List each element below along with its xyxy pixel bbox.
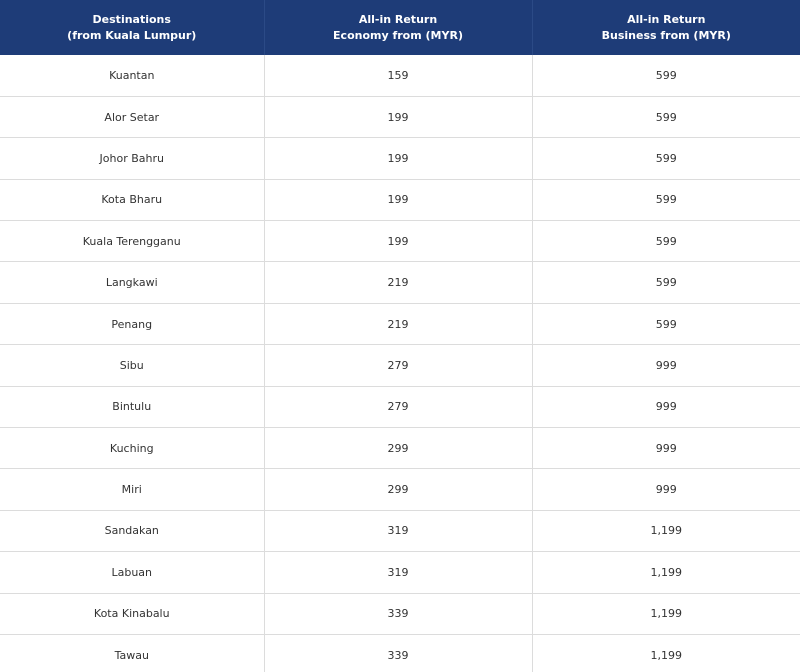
table-row	[0, 96, 800, 137]
economy-price-cell: 199	[264, 221, 532, 262]
destination-cell: Bintulu	[0, 386, 264, 427]
header-destinations-line2: (from Kuala Lumpur)	[67, 28, 197, 42]
destination-cell: Miri	[0, 469, 264, 510]
table-row	[0, 179, 800, 220]
economy-price-cell: 299	[264, 428, 532, 469]
table-row	[0, 552, 800, 593]
table-row	[0, 303, 800, 344]
table-row	[0, 634, 800, 672]
table-row	[0, 262, 800, 303]
economy-price-cell: 319	[264, 552, 532, 593]
business-price-cell: 599	[532, 262, 800, 303]
destination-cell: Sandakan	[0, 510, 264, 551]
table-row	[0, 345, 800, 386]
economy-price-cell: 199	[264, 138, 532, 179]
business-price-cell: 999	[532, 386, 800, 427]
economy-price-cell: 219	[264, 262, 532, 303]
destination-cell: Kuching	[0, 428, 264, 469]
business-price-cell: 599	[532, 221, 800, 262]
economy-price-cell: 279	[264, 345, 532, 386]
header-destinations	[0, 0, 264, 55]
header-row	[0, 0, 800, 55]
destination-cell: Langkawi	[0, 262, 264, 303]
economy-price-cell: 339	[264, 593, 532, 634]
table-row	[0, 138, 800, 179]
economy-price-cell: 159	[264, 55, 532, 96]
header-economy-line2: Economy from (MYR)	[333, 28, 463, 42]
business-price-cell: 1,199	[532, 634, 800, 672]
business-price-cell: 599	[532, 96, 800, 137]
destination-cell: Kota Bharu	[0, 179, 264, 220]
destination-cell: Tawau	[0, 634, 264, 672]
destination-cell: Kuala Terengganu	[0, 221, 264, 262]
business-price-cell: 1,199	[532, 593, 800, 634]
table-body	[0, 55, 800, 672]
economy-price-cell: 199	[264, 96, 532, 137]
table-row	[0, 510, 800, 551]
economy-price-cell: 279	[264, 386, 532, 427]
business-price-cell: 1,199	[532, 552, 800, 593]
business-price-cell: 999	[532, 428, 800, 469]
header-business-line1: All-in Return	[627, 12, 706, 26]
header-business	[532, 0, 800, 55]
business-price-cell: 999	[532, 345, 800, 386]
business-price-cell: 599	[532, 55, 800, 96]
destination-cell: Labuan	[0, 552, 264, 593]
header-economy	[264, 0, 532, 55]
business-price-cell: 1,199	[532, 510, 800, 551]
destination-cell: Kota Kinabalu	[0, 593, 264, 634]
table-row	[0, 386, 800, 427]
destination-cell: Alor Setar	[0, 96, 264, 137]
business-price-cell: 599	[532, 179, 800, 220]
business-price-cell: 599	[532, 303, 800, 344]
destination-cell: Kuantan	[0, 55, 264, 96]
economy-price-cell: 219	[264, 303, 532, 344]
header-business-line2: Business from (MYR)	[601, 28, 731, 42]
table-header	[0, 0, 800, 55]
destination-cell: Sibu	[0, 345, 264, 386]
economy-price-cell: 319	[264, 510, 532, 551]
destination-cell: Penang	[0, 303, 264, 344]
business-price-cell: 999	[532, 469, 800, 510]
table-row	[0, 55, 800, 96]
table-row	[0, 593, 800, 634]
table-row	[0, 428, 800, 469]
economy-price-cell: 299	[264, 469, 532, 510]
business-price-cell: 599	[532, 138, 800, 179]
header-destinations-line1: Destinations	[92, 12, 171, 26]
header-economy-line1: All-in Return	[358, 12, 438, 26]
destination-cell: Johor Bahru	[0, 138, 264, 179]
table-row	[0, 221, 800, 262]
table-row	[0, 469, 800, 510]
economy-price-cell: 199	[264, 179, 532, 220]
economy-price-cell: 339	[264, 634, 532, 672]
